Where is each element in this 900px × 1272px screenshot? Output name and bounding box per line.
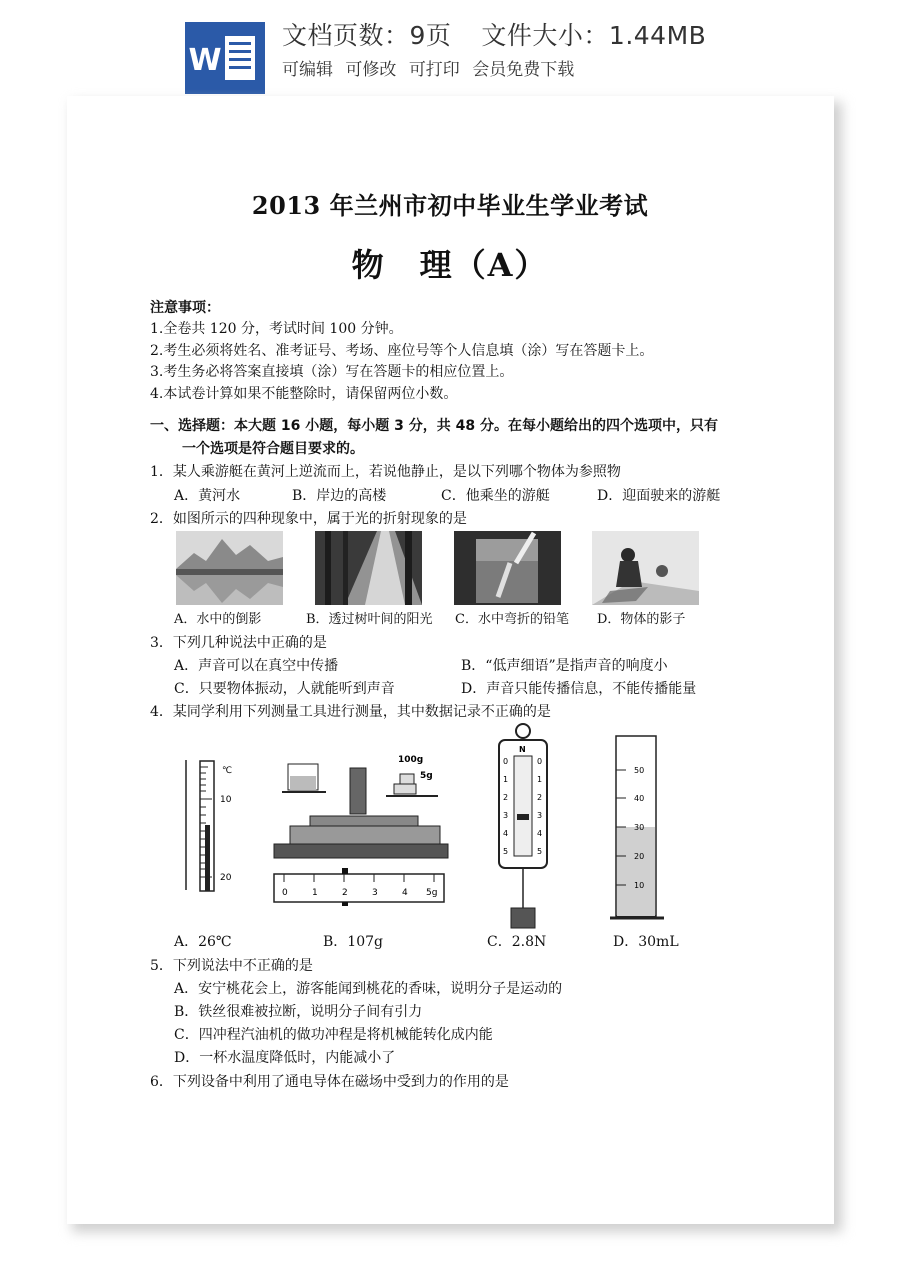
q5-option-d: D．一杯水温度降低时，内能减小了 bbox=[174, 1050, 396, 1066]
note-4: 4.本试卷计算如果不能整除时，请保留两位小数。 bbox=[150, 386, 458, 402]
spring-left-2: 2 bbox=[503, 793, 509, 802]
notes-heading: 注意事项： bbox=[150, 300, 220, 316]
balance-mass-label: 100g bbox=[398, 755, 424, 765]
q1-option-a: A．黄河水 bbox=[174, 488, 241, 504]
cylinder-label-50: 50 bbox=[634, 766, 645, 775]
balance-scale-2: 2 bbox=[342, 888, 348, 898]
spring-right-5: 5 bbox=[537, 847, 543, 856]
spring-left-0: 0 bbox=[503, 757, 509, 766]
spring-left-3: 3 bbox=[503, 811, 509, 820]
q5-stem: 5．下列说法中不正确的是 bbox=[150, 958, 313, 974]
cylinder-label-30: 30 bbox=[634, 823, 645, 832]
q3-stem: 3．下列几种说法中正确的是 bbox=[150, 635, 327, 651]
cylinder-label-10: 10 bbox=[634, 881, 645, 890]
feature-editable: 可编辑 bbox=[282, 60, 333, 80]
q2-option-c: C．水中弯折的铅笔 bbox=[455, 612, 569, 627]
note-1: 1.全卷共 120 分，考试时间 100 分钟。 bbox=[150, 321, 403, 337]
spring-left-4: 4 bbox=[503, 829, 509, 838]
feature-list bbox=[282, 55, 581, 80]
spring-right-1: 1 bbox=[537, 775, 543, 784]
note-2: 2.考生必须将姓名、准考证号、考场、座位号等个人信息填（涂）写在答题卡上。 bbox=[150, 343, 654, 359]
q4-option-c: C．2.8N bbox=[487, 934, 547, 950]
measuring-cylinder-figure bbox=[610, 732, 666, 924]
exam-subject: 物 理（A） bbox=[351, 246, 549, 284]
cylinder-label-20: 20 bbox=[634, 852, 645, 861]
thermometer-label-20: 20 bbox=[220, 873, 232, 883]
spring-left-5: 5 bbox=[503, 847, 509, 856]
spring-scale-unit: N bbox=[519, 745, 526, 754]
q4-option-a: A．26℃ bbox=[174, 934, 232, 950]
q2-option-b: B．透过树叶间的阳光 bbox=[306, 612, 433, 627]
thermometer-figure bbox=[182, 755, 242, 895]
balance-small-mass-label: 5g bbox=[420, 771, 433, 781]
q1-option-d: D．迎面驶来的游艇 bbox=[597, 488, 721, 504]
thermometer-label-10: 10 bbox=[220, 795, 232, 805]
q1-option-c: C．他乘坐的游艇 bbox=[441, 488, 550, 504]
exam-title: 2013 年兰州市初中毕业生学业考试 bbox=[251, 191, 649, 220]
photo-reflection bbox=[176, 531, 283, 605]
note-3: 3.考生务必将答案直接填（涂）写在答题卡的相应位置上。 bbox=[150, 364, 514, 380]
photo-bent-pencil bbox=[454, 531, 561, 605]
q5-option-a: A．安宁桃花会上，游客能闻到桃花的香味，说明分子是运动的 bbox=[174, 981, 563, 997]
q3-option-b: B．“低声细语”是指声音的响度小 bbox=[461, 658, 668, 674]
q1-option-b: B．岸边的高楼 bbox=[292, 488, 387, 504]
balance-scale-1: 1 bbox=[312, 888, 318, 898]
word-doc-icon bbox=[185, 22, 265, 94]
photo-shadow bbox=[592, 531, 699, 605]
spring-left-1: 1 bbox=[503, 775, 509, 784]
q3-option-d: D．声音只能传播信息，不能传播能量 bbox=[461, 681, 697, 697]
q5-option-b: B．铁丝很难被拉断，说明分子间有引力 bbox=[174, 1004, 423, 1020]
balance-scale-5: 5g bbox=[426, 888, 438, 898]
file-info bbox=[282, 16, 706, 52]
q1-stem: 1．某人乘游艇在黄河上逆流而上，若说他静止，是以下列哪个物体为参照物 bbox=[150, 464, 621, 480]
q4-option-d: D．30mL bbox=[613, 934, 679, 950]
feature-modifiable: 可修改 bbox=[345, 60, 397, 80]
spring-right-2: 2 bbox=[537, 793, 543, 802]
svg-text:W: W bbox=[188, 43, 222, 78]
balance-scale-0: 0 bbox=[282, 888, 288, 898]
thermometer-unit: ℃ bbox=[222, 766, 233, 776]
feature-printable: 可打印 bbox=[408, 60, 460, 80]
file-size: 文件大小：1.44MB bbox=[481, 21, 707, 50]
q4-option-b: B．107g bbox=[323, 934, 383, 950]
page-count: 文档页数：9页 bbox=[282, 21, 452, 50]
balance-scale-3: 3 bbox=[372, 888, 378, 898]
section1-instructions-cont: 一个选项是符合题目要求的。 bbox=[182, 441, 364, 457]
spring-right-3: 3 bbox=[537, 811, 543, 820]
q5-option-c: C．四冲程汽油机的做功冲程是将机械能转化成内能 bbox=[174, 1027, 493, 1043]
section1-instructions: 一、选择题：本大题 16 小题，每小题 3 分，共 48 分。在每小题给出的四个选项中，只有 bbox=[150, 418, 718, 434]
balance-scale-4: 4 bbox=[402, 888, 408, 898]
q2-option-d: D．物体的影子 bbox=[597, 612, 686, 627]
photo-sunlight-through-trees bbox=[315, 531, 422, 605]
q4-stem: 4．某同学利用下列测量工具进行测量，其中数据记录不正确的是 bbox=[150, 704, 551, 720]
q3-option-c: C．只要物体振动，人就能听到声音 bbox=[174, 681, 395, 697]
feature-member-download: 会员免费下载 bbox=[472, 60, 575, 80]
cylinder-label-40: 40 bbox=[634, 794, 645, 803]
spring-scale-figure bbox=[495, 722, 551, 930]
q6-stem: 6．下列设备中利用了通电导体在磁场中受到力的作用的是 bbox=[150, 1074, 509, 1090]
spring-right-4: 4 bbox=[537, 829, 543, 838]
balance-figure bbox=[270, 750, 450, 910]
spring-right-0: 0 bbox=[537, 757, 543, 766]
q2-option-a: A．水中的倒影 bbox=[174, 612, 262, 627]
q2-stem: 2．如图所示的四种现象中，属于光的折射现象的是 bbox=[150, 511, 467, 527]
q3-option-a: A．声音可以在真空中传播 bbox=[174, 658, 339, 674]
download-banner bbox=[0, 0, 900, 96]
